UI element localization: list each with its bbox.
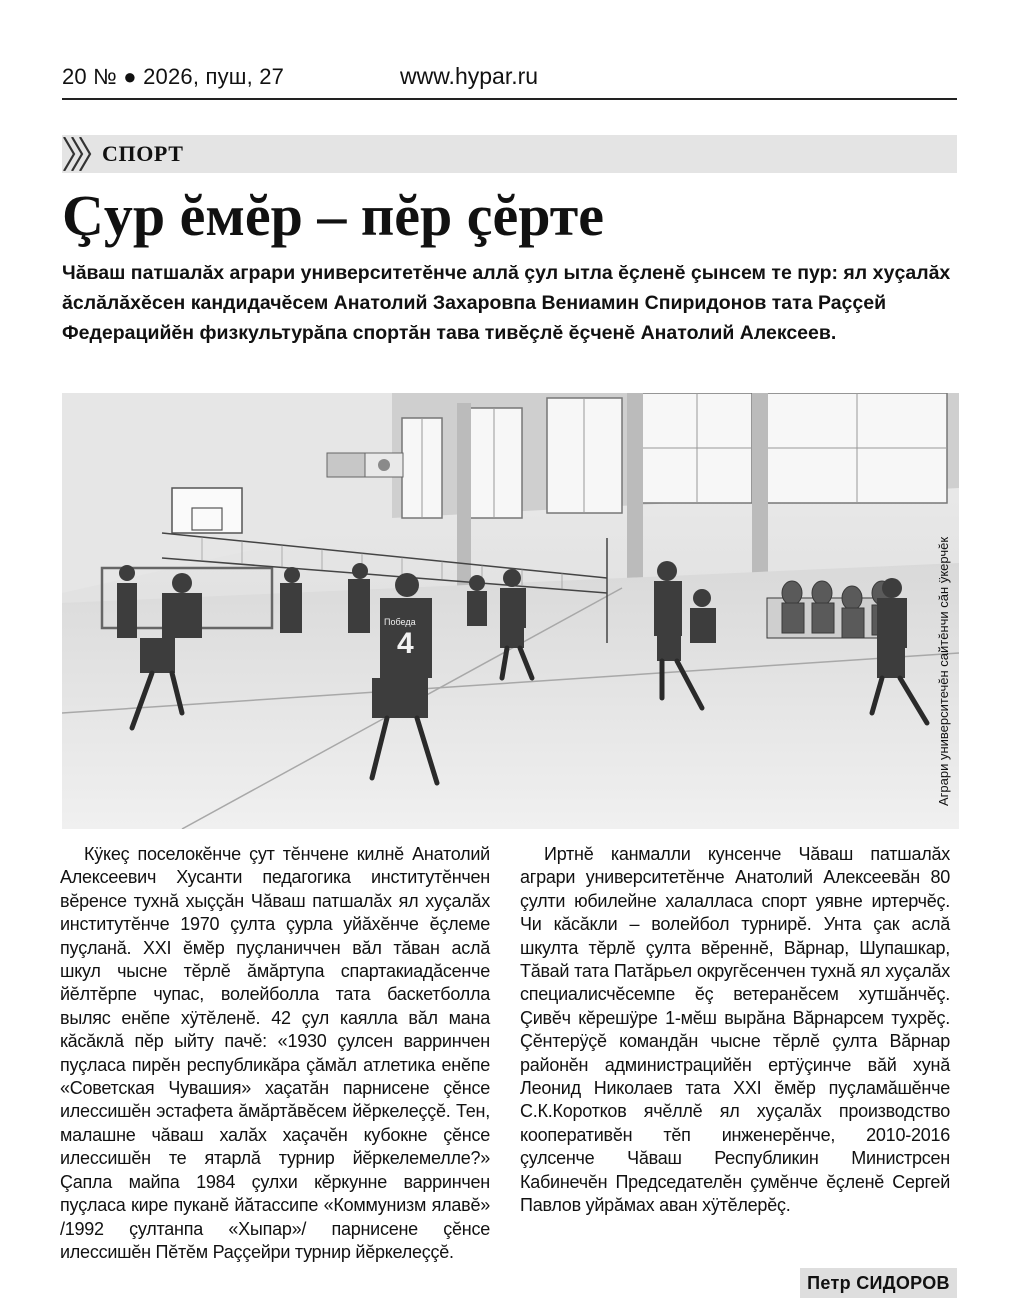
jersey-text: Победа — [384, 617, 416, 627]
photo-credit: Аграри университечĕн сайтĕнчи сăн ÿкерчĕк — [936, 536, 951, 806]
website-url[interactable]: www.hypar.ru — [400, 63, 539, 89]
article-column-right: Иртнĕ канмалли кунсенче Чăваш патшалăх аграри университетĕнче Анатолий Алексеевăн 80 çулти юбилейне халалласа спорт уявне иртерчĕç. Чи кăсăкли – волейбол турнирĕ. Унта çак аслă шкулта тĕрлĕ çулта вĕреннĕ, Вăрнар, Шупашкар, Тăвай тата Патăрьел округĕсенчен тухнă ял хуçалăх специалисчĕсемпе ĕç ветеранĕсем хутшăнчĕç. Çивĕч кĕрешÿре 1-мĕш вырăна Вăрнарсем тухрĕç. Çĕнтерÿçĕ командăн чысне тĕрлĕ çулта Вăрнар районĕн администрацийĕн ертÿçинче вăй хунă Леонид Николаев тата XXI ĕмĕр пуçламăшĕнче С.К.Коротков ячĕллĕ ял хуçалăх производство кооперативĕн тĕп инженерĕнче, 2010-2016 çулсенче Чăваш Республикин Министрсен Кабинечĕн Председателĕн çумĕнче ĕçленĕ Сергей Павлов уйрăмах аван хÿтĕлерĕç. — [520, 844, 950, 1216]
masthead-rule — [62, 98, 957, 100]
article-photo — [62, 393, 959, 829]
article-column-left: Кÿкеç поселокĕнче çут тĕнчене килнĕ Анатолий Алексеевич Хусанти педагогика институтĕнчен вĕренсе тухнă хыççăн Чăваш патшалăх ял хуçалăх институтĕнче 1970 çулта çурла уйăхĕнче ĕçлеме пуçланă. XXI ĕмĕр пуçланиччен вăл тăван аслă шкул чысне тĕрлĕ ăмăртупа спартакиадăсенче йĕлтĕрпе чупас, волейболла тата баскетболла выляс енĕпе хÿтĕленĕ. 42 çул каялла вăл мана кăсăклă пĕр ыйту пачĕ: «1930 çулсен варринчен пуçласа пирĕн республикăра çăмăл атлетика енĕпе «Советская Чувашия» хаçатăн парнисене çĕнсе илессишĕн эстафета ăмăртăвĕсем йĕркелеççĕ. Тен, малашне чăваш халăх хаçачĕн кубокне çĕнсе илессишĕн те ятарлă турнир йĕркелемелле?» Çапла майпа 1984 çулхи кĕркунне варринчен пуçласа кире пуканĕ йăтассипе «Коммунизм ялавĕ» /1992 çултанпа «Хыпар»/ парнисене çĕнсе илессишĕн Пĕтĕм Раççейри турнир йĕркелеççĕ. — [60, 844, 490, 1262]
author-byline: Петр СИДОРОВ — [800, 1268, 957, 1298]
masthead — [62, 58, 957, 98]
jersey-number: 4 — [397, 627, 414, 660]
article-title: Çур ĕмĕр – пĕр çĕрте — [62, 183, 605, 248]
issue-info: 20 № ● 2026, пуш, 27 — [62, 64, 285, 89]
section-label: СПОРТ — [102, 141, 184, 166]
double-chevron-icon — [62, 137, 102, 171]
section-bar — [62, 135, 957, 173]
article-lead: Чăваш патшалăх аграри университетĕнче аллă çул ытла ĕçленĕ çынсем те пур: ял хуçалăх ăслăлăхĕсен кандидачĕсем Анатолий Захаровпа Вениамин Спиридонов тата Раççей Федерацийĕн физкультурăпа спортăн тава тивĕçлĕ ĕçченĕ Анатолий Алексеев. — [62, 262, 951, 344]
volleyball-gym-photo — [62, 393, 959, 829]
